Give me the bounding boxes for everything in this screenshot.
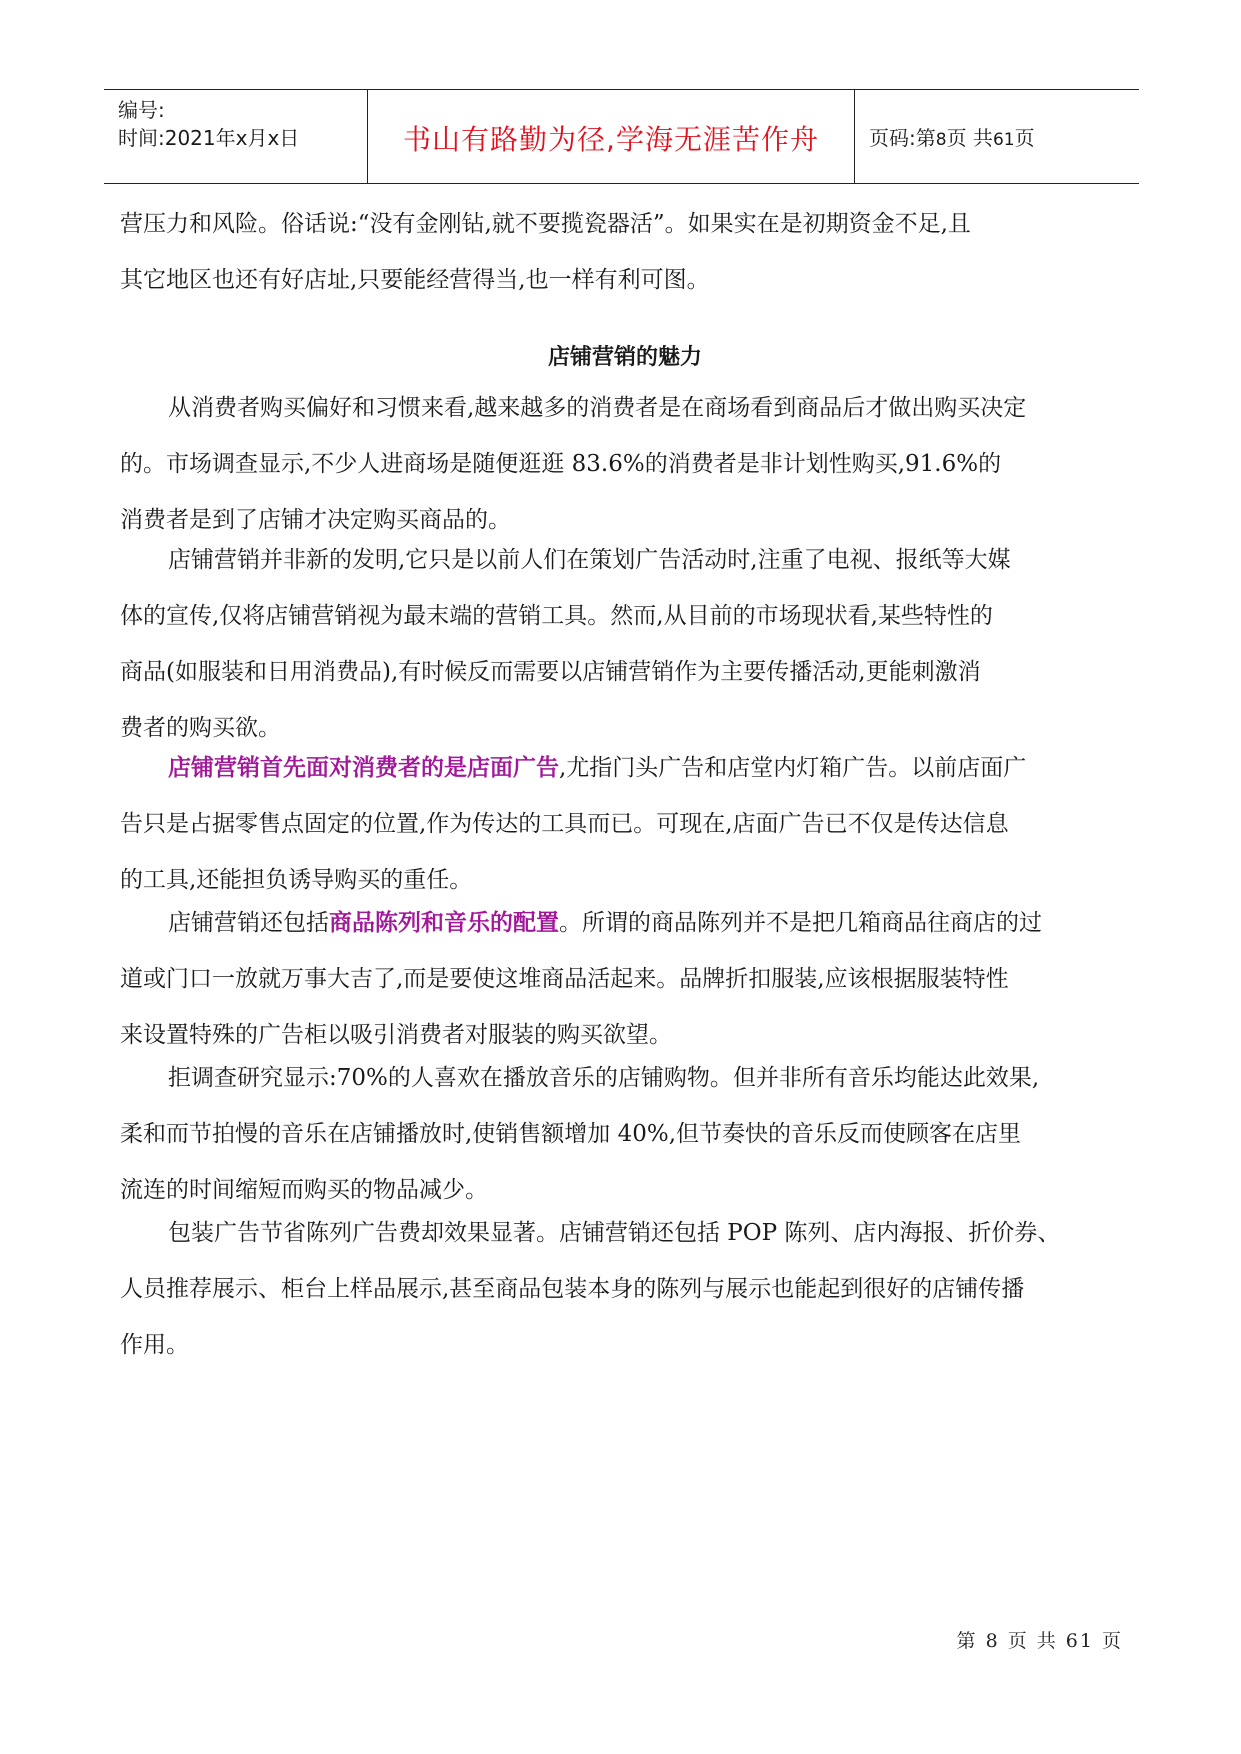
paragraph-packaging-ads xyxy=(120,1205,1130,1373)
header-motto: 书山有路勤为径,学海无涯苦作舟 xyxy=(403,123,819,156)
paragraph-line: 柔和而节拍慢的音乐在店铺播放时,使销售额增加 40%,但节奏快的音乐反而使顾客在店里 xyxy=(120,1121,1022,1147)
header-motto-cell xyxy=(368,90,855,183)
paragraph-line: 商品(如服装和日用消费品),有时候反而需要以店铺营销作为主要传播活动,更能刺激消 xyxy=(120,659,981,685)
page-current: 8 xyxy=(935,130,947,150)
page-footer: 第 8 页 共 61 页 xyxy=(956,1630,1123,1652)
header-info-cell xyxy=(104,90,368,183)
section-title: 店铺营销的魅力 xyxy=(547,345,702,370)
paragraph-line: 店铺营销并非新的发明,它只是以前人们在策划广告活动时,注重了电视、报纸等大媒 xyxy=(168,547,1011,573)
paragraph-line: 道或门口一放就万事大吉了,而是要使这堆商品活起来。品牌折扣服装,应该根据服装特性 xyxy=(120,966,1009,992)
highlight-storefront-ads: 店铺营销首先面对消费者的是店面广告 xyxy=(168,755,559,781)
page-prefix: 页码:第 xyxy=(869,126,936,150)
paragraph-display-music xyxy=(120,895,1130,1063)
paragraph-text: ,尤指门头广告和店堂内灯箱广告。以前店面广 xyxy=(559,755,1027,781)
paragraph-line: 来设置特殊的广告柜以吸引消费者对服装的购买欲望。 xyxy=(120,1022,672,1048)
paragraph-store-marketing xyxy=(120,532,1130,756)
intro-line: 营压力和风险。俗话说:“没有金刚钻,就不要揽瓷器活”。如果实在是初期资金不足,且 xyxy=(120,211,971,237)
paragraph-line xyxy=(120,895,1130,951)
paragraph-line: 体的宣传,仅将店铺营销视为最末端的营销工具。然而,从目前的市场现状看,某些特性的 xyxy=(120,603,993,629)
paragraph-line: 流连的时间缩短而购买的物品减少。 xyxy=(120,1177,488,1203)
paragraph-line: 包装广告节省陈列广告费却效果显著。店铺营销还包括 POP 陈列、店内海报、折价券、 xyxy=(168,1220,1061,1246)
document-number-label: 编号: xyxy=(118,98,165,122)
paragraph-text: 店铺营销还包括 xyxy=(168,910,329,936)
header-page-cell xyxy=(855,90,1139,183)
paragraph-consumer-preference xyxy=(120,380,1130,548)
document-time-label: 时间:2021年x月x日 xyxy=(118,126,300,150)
intro-line: 其它地区也还有好店址,只要能经营得当,也一样有利可图。 xyxy=(120,267,710,293)
paragraph-line xyxy=(120,740,1130,796)
paragraph-line: 人员推荐展示、柜台上样品展示,甚至商品包装本身的陈列与展示也能起到很好的店铺传播 xyxy=(120,1276,1025,1302)
document-header xyxy=(104,89,1139,184)
paragraph-storefront-ads xyxy=(120,740,1130,908)
paragraph-line: 拒调查研究显示:70%的人喜欢在播放音乐的店铺购物。但并非所有音乐均能达此效果, xyxy=(168,1065,1040,1091)
page-mid: 页 共 xyxy=(946,126,993,150)
paragraph-line: 的工具,还能担负诱导购买的重任。 xyxy=(120,867,473,893)
paragraph-line: 的。市场调查显示,不少人进商场是随便逛逛 83.6%的消费者是非计划性购买,91.6%的 xyxy=(120,451,1002,477)
page-suffix: 页 xyxy=(1014,126,1035,150)
paragraph-music-research xyxy=(120,1050,1130,1218)
paragraph-line: 消费者是到了店铺才决定购买商品的。 xyxy=(120,507,511,533)
intro-paragraph xyxy=(120,196,1130,308)
page-total: 61 xyxy=(992,130,1015,150)
paragraph-line: 告只是占据零售点固定的位置,作为传达的工具而已。可现在,店面广告已不仅是传达信息 xyxy=(120,811,1009,837)
header-page-number xyxy=(869,122,1035,151)
highlight-display-music: 商品陈列和音乐的配置 xyxy=(329,910,559,936)
paragraph-line: 费者的购买欲。 xyxy=(120,715,281,741)
paragraph-text: 。所谓的商品陈列并不是把几箱商品往商店的过 xyxy=(559,910,1042,936)
paragraph-line: 从消费者购买偏好和习惯来看,越来越多的消费者是在商场看到商品后才做出购买决定 xyxy=(168,395,1027,421)
paragraph-line: 作用。 xyxy=(120,1332,189,1358)
